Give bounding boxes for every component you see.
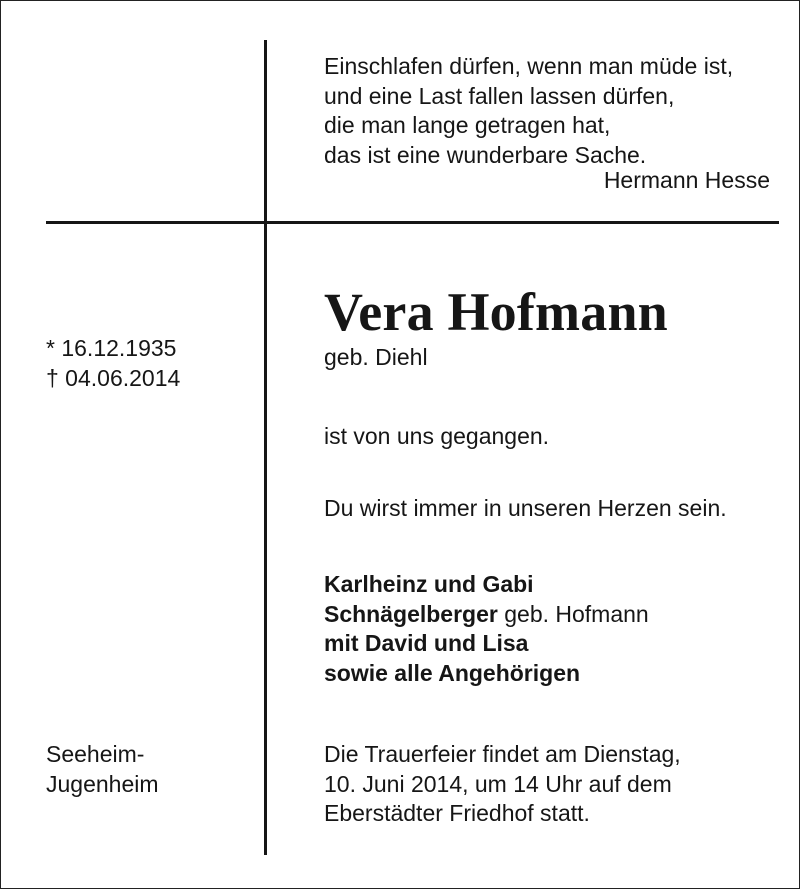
passed-away-text: ist von uns gegangen. (324, 423, 550, 449)
quote-line: Einschlafen dürfen, wenn man müde ist, (324, 53, 734, 79)
cross-horizontal-bar (46, 221, 779, 224)
quote-line: die man lange getragen hat, (324, 112, 611, 138)
funeral-line: Die Trauerfeier findet am Dienstag, (324, 741, 681, 767)
place-line: Seeheim- (46, 741, 145, 767)
place-line: Jugenheim (46, 770, 159, 797)
quote-author: Hermann Hesse (603, 167, 770, 193)
mourner-maiden: geb. Hofmann (497, 600, 649, 627)
maiden-name: geb. Diehl (324, 344, 428, 370)
mourner-line: sowie alle Angehörigen (324, 659, 581, 686)
cross-vertical-bar (264, 40, 267, 855)
mourner-line (324, 600, 649, 630)
hesse-quote (324, 52, 733, 170)
quote-line: und eine Last fallen lassen dürfen, (324, 82, 675, 109)
life-dates (46, 334, 180, 393)
mourner-line: Karlheinz und Gabi (324, 571, 534, 597)
funeral-line: 10. Juni 2014, um 14 Uhr auf dem (324, 770, 672, 797)
death-date: † 04.06.2014 (46, 364, 181, 391)
funeral-info (324, 740, 681, 829)
deceased-name: Vera Hofmann (324, 282, 668, 342)
place-name (46, 740, 159, 799)
birth-date: * 16.12.1935 (46, 335, 177, 361)
funeral-line: Eberstädter Friedhof statt. (324, 800, 590, 826)
hearts-text: Du wirst immer in unseren Herzen sein. (324, 495, 727, 521)
mourner-surname: Schnägelberger (324, 600, 498, 627)
mourners-list (324, 570, 649, 688)
mourner-line: mit David und Lisa (324, 630, 529, 656)
quote-line: das ist eine wunderbare Sache. (324, 141, 647, 168)
